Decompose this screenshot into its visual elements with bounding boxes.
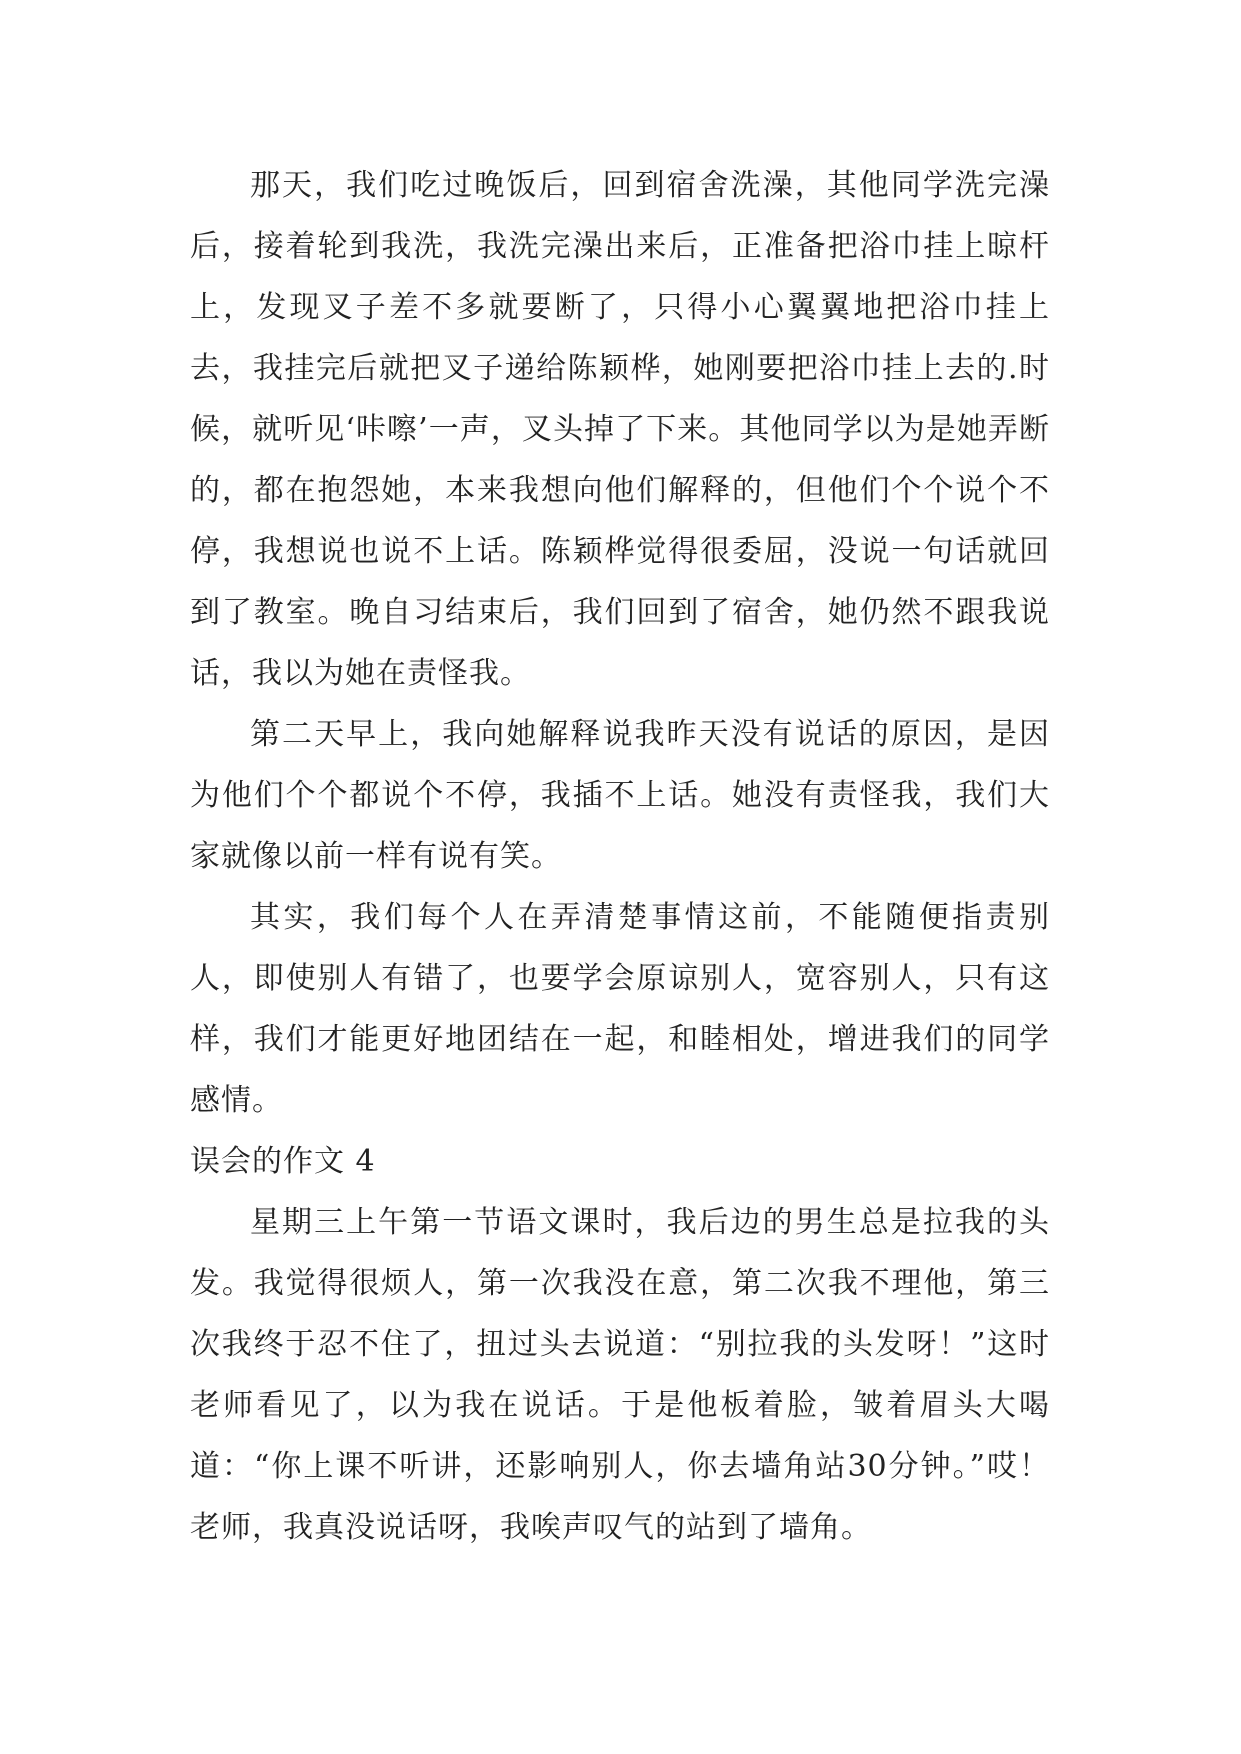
paragraph-3: 其实，我们每个人在弄清楚事情这前，不能随便指责别人，即使别人有错了，也要学会原谅别人，宽容别人，只有这样，我们才能更好地团结在一起，和睦相处，增进我们的同学感情。 bbox=[190, 900, 1050, 1118]
document-body bbox=[190, 155, 1050, 1558]
paragraph-4: 星期三上午第一节语文课时，我后边的男生总是拉我的头发。我觉得很烦人，第一次我没在意，第二次我不理他，第三次我终于忍不住了，扭过头去说道：“别拉我的头发呀！”这时老师看见了，以为我在说话。于是他板着脸，皱着眉头大喝道：“你上课不听讲，还影响别人，你去墙角站30分钟。”哎！老师，我真没说话呀，我唉声叹气的站到了墙角。 bbox=[190, 1205, 1050, 1545]
paragraph-1: 那天，我们吃过晚饭后，回到宿舍洗澡，其他同学洗完澡后，接着轮到我洗，我洗完澡出来后，正准备把浴巾挂上晾杆上，发现叉子差不多就要断了，只得小心翼翼地把浴巾挂上去，我挂完后就把叉子递给陈颖桦，她刚要把浴巾挂上去的.时候，就听见‘咔嚓’一声，叉头掉了下来。其他同学以为是她弄断的，都在抱怨她，本来我想向他们解释的，但他们个个说个不停，我想说也说不上话。陈颖桦觉得很委屈，没说一句话就回到了教室。晚自习结束后，我们回到了宿舍，她仍然不跟我说话，我以为她在责怪我。 bbox=[190, 168, 1050, 691]
paragraph-2: 第二天早上，我向她解释说我昨天没有说话的原因，是因为他们个个都说个不停，我插不上话。她没有责怪我，我们大家就像以前一样有说有笑。 bbox=[190, 717, 1050, 874]
section-heading: 误会的作文 4 bbox=[190, 1144, 376, 1179]
